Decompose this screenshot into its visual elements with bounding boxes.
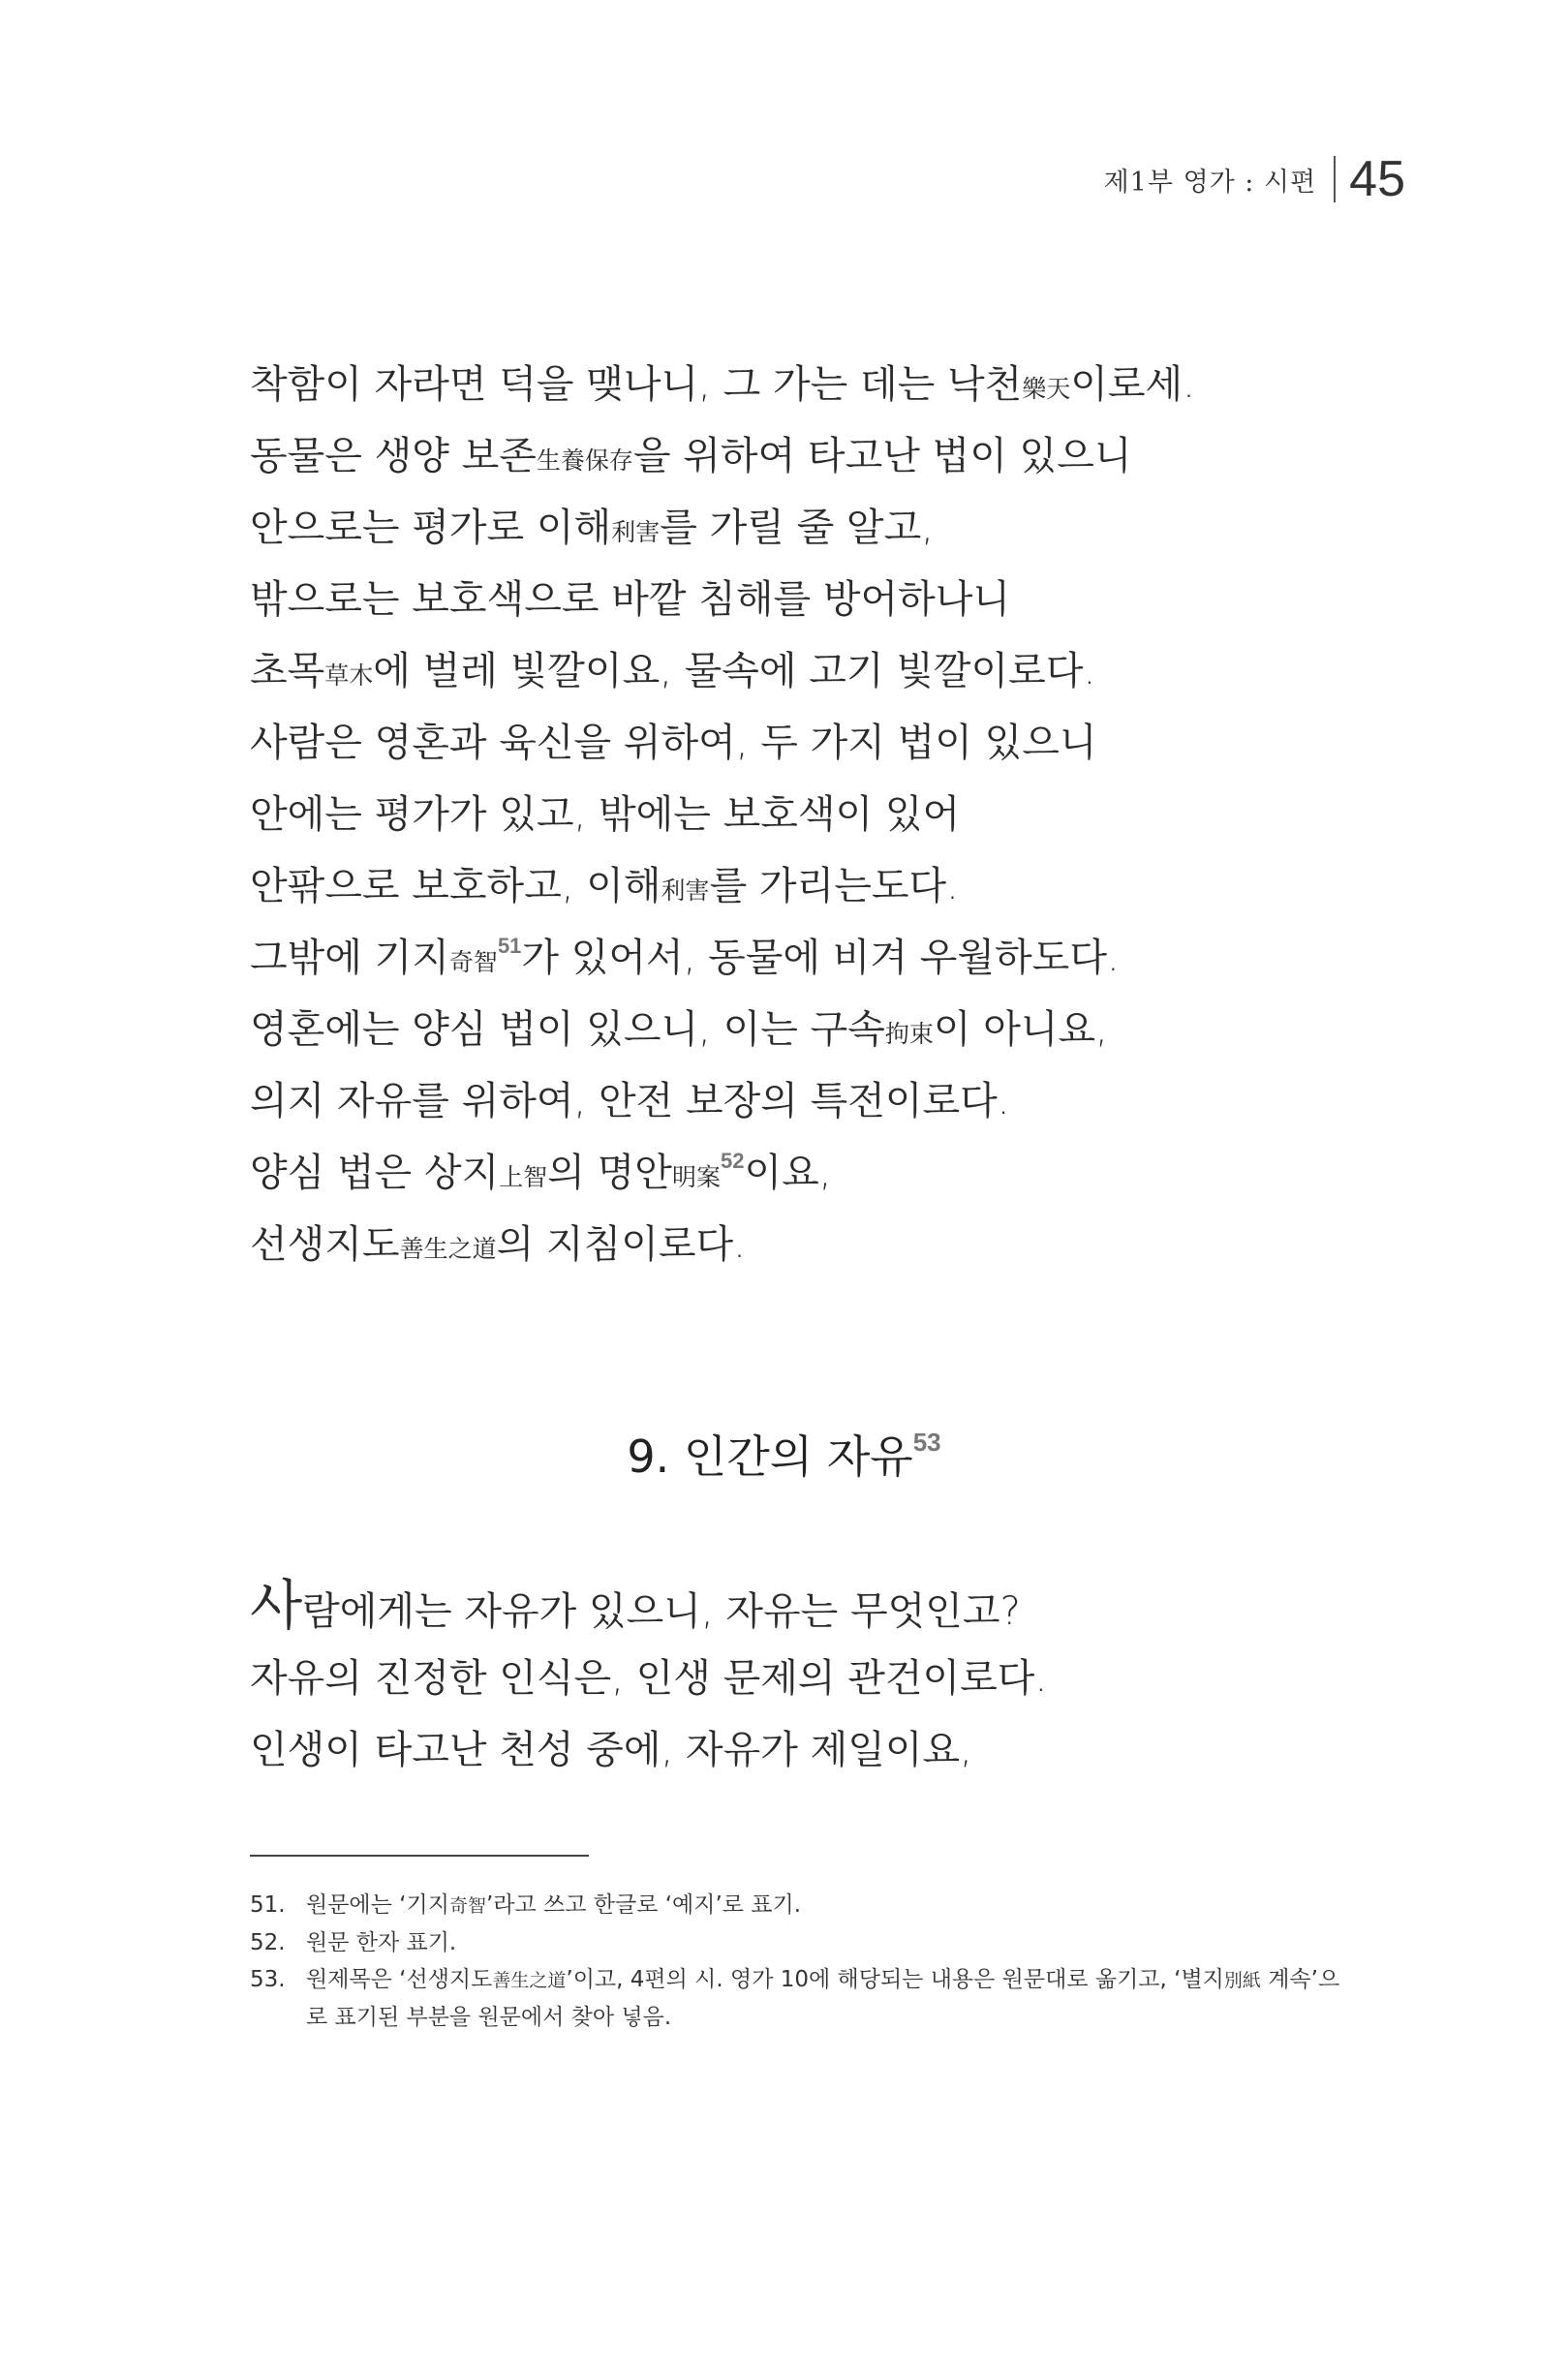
- poem-line: [250, 492, 1364, 564]
- footnote-text: [306, 1887, 1354, 1924]
- text-segment: 가 있어서, 동물에 비겨 우월하도다.: [521, 936, 1120, 980]
- poem-line-text: 람에게는 자유가 있으니, 자유는 무엇인고?: [302, 1589, 1021, 1634]
- text-segment: 초목: [250, 649, 325, 693]
- footnote-number: 53.: [250, 1967, 286, 1992]
- hanja-annotation: 奇智: [448, 1895, 486, 1917]
- running-header: [1104, 145, 1405, 213]
- poem-line: [250, 564, 1364, 635]
- text-segment: 선생지도: [250, 1222, 400, 1267]
- text-segment: 안팎으로 보호하고, 이해: [250, 864, 661, 908]
- footnote-divider: [250, 1855, 589, 1857]
- footnote-item: [250, 1961, 1354, 2036]
- poem-line: [250, 1137, 1364, 1209]
- text-segment: 밖으로는 보호색으로 바깥 침해를 방어하나니: [250, 577, 1011, 622]
- section-title-text: 9. 인간의 자유: [627, 1430, 913, 1483]
- text-segment: 영혼에는 양심 법이 있으니, 이는 구속: [250, 1007, 885, 1052]
- header-divider: [1334, 156, 1336, 202]
- text-segment: 을 위하여 타고난 법이 있으니: [632, 434, 1132, 478]
- hanja-annotation: 上智: [499, 1163, 548, 1191]
- hanja-annotation: 拘束: [884, 1020, 934, 1048]
- poem-line: [250, 420, 1364, 492]
- footnote-item: [250, 1887, 1354, 1924]
- poem-line: [250, 349, 1364, 420]
- text-segment: 를 가릴 줄 알고,: [660, 506, 934, 550]
- footnotes: [250, 1887, 1354, 2036]
- footnote-number: 52.: [250, 1930, 286, 1955]
- text-segment: 를 가리는도다.: [709, 864, 959, 908]
- hanja-annotation: 樂天: [1022, 375, 1071, 403]
- poem-line: 인생이 타고난 천성 중에, 자유가 제일이요,: [250, 1728, 972, 1772]
- poem-line: 자유의 진정한 인식은, 인생 문제의 관건이로다.: [250, 1656, 1048, 1701]
- hanja-annotation: 善生之道: [399, 1235, 497, 1263]
- text-segment: 안에는 평가가 있고, 밖에는 보호색이 있어: [250, 792, 961, 837]
- hanja-annotation: 利害: [661, 876, 710, 905]
- text-segment: 양심 법은 상지: [250, 1151, 500, 1195]
- section-title: [0, 1422, 1568, 1486]
- hanja-annotation: 善生之道: [492, 1970, 567, 1991]
- poem-line: [250, 635, 1364, 707]
- hanja-annotation: 明案: [671, 1163, 721, 1191]
- poem-line: [250, 707, 1364, 779]
- text-segment: 에 벌레 빛깔이요, 물속에 고기 빛깔이로다.: [373, 649, 1096, 693]
- text-segment: 동물은 생양 보존: [250, 434, 537, 478]
- poem-line: [250, 1209, 1364, 1280]
- header-title: 제1부 영가 : 시편: [1103, 167, 1317, 198]
- text-segment: 의 명안: [547, 1151, 672, 1195]
- section-body: [250, 1571, 1364, 1786]
- text-segment: 사람은 영혼과 육신을 위하여, 두 가지 법이 있으니: [250, 721, 1097, 765]
- hanja-annotation: 奇智: [448, 948, 498, 976]
- footnote-ref[interactable]: 52: [720, 1149, 745, 1173]
- footnote-number: 51.: [250, 1892, 286, 1918]
- page-number: 45: [1349, 151, 1405, 207]
- footnote-ref[interactable]: 51: [497, 934, 522, 958]
- poem-line: [250, 1571, 1364, 1643]
- text-segment: 계속’으로 표기된 부분을 원문에서 찾아 넣음.: [306, 1967, 1340, 2030]
- text-segment: 착함이 자라면 덕을 맺나니, 그 가는 데는 낙천: [250, 362, 1023, 407]
- text-segment: 원문 한자 표기.: [306, 1930, 457, 1955]
- footnote-ref[interactable]: 53: [912, 1428, 941, 1457]
- text-segment: ’라고 쓰고 한글로 ‘예지’로 표기.: [485, 1892, 802, 1918]
- poem-body: [250, 349, 1364, 1280]
- poem-line: [250, 1065, 1364, 1137]
- hanja-annotation: 生養保存: [536, 446, 633, 475]
- text-segment: 안으로는 평가로 이해: [250, 506, 612, 550]
- text-segment: 의 지침이로다.: [496, 1222, 746, 1267]
- hanja-annotation: 草木: [324, 661, 374, 690]
- poem-line: [250, 994, 1364, 1065]
- poem-line: [250, 850, 1364, 922]
- footnote-text: [306, 1961, 1354, 2036]
- poem-line: [250, 922, 1364, 994]
- text-segment: 이요,: [744, 1151, 832, 1195]
- text-segment: 원문에는 ‘기지: [306, 1892, 449, 1918]
- text-segment: 원제목은 ‘선생지도: [306, 1967, 493, 1992]
- text-segment: ’이고, 4편의 시. 영가 10에 해당되는 내용은 원문대로 옮기고, ‘별지: [566, 1967, 1224, 1992]
- text-segment: 이 아니요,: [933, 1007, 1108, 1052]
- poem-line: [250, 779, 1364, 850]
- hanja-annotation: 利害: [611, 518, 661, 546]
- text-segment: 이로세.: [1070, 362, 1195, 407]
- text-segment: 그밖에 기지: [250, 936, 449, 980]
- text-segment: 의지 자유를 위하여, 안전 보장의 특전이로다.: [250, 1079, 1010, 1123]
- drop-cap: 사: [250, 1575, 303, 1638]
- footnote-text: [306, 1924, 1354, 1961]
- hanja-annotation: 別紙: [1223, 1970, 1261, 1991]
- footnote-item: [250, 1924, 1354, 1961]
